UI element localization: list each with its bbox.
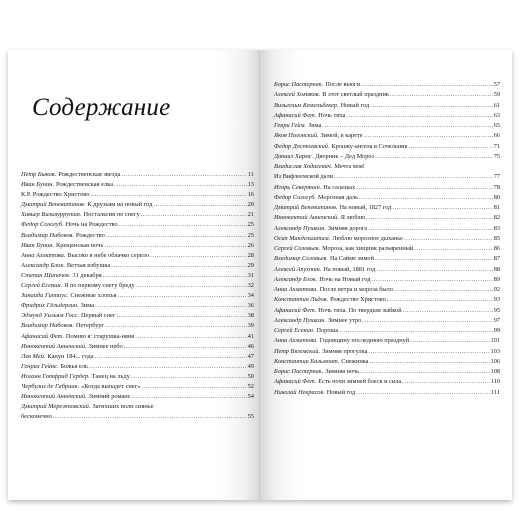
toc-author: Владимир Набоков. bbox=[21, 322, 74, 330]
toc-author: Хавьер Вильяуррутия. bbox=[21, 211, 82, 219]
toc-page-number: 25 bbox=[247, 221, 254, 229]
toc-page-number: 65 bbox=[493, 122, 500, 129]
toc-entry bbox=[21, 220, 254, 230]
toc-page-number: 49 bbox=[247, 362, 254, 370]
toc-dot-leader bbox=[322, 121, 492, 131]
toc-author: Даниил Хармс. bbox=[274, 152, 314, 160]
toc-page-number: 110 bbox=[490, 378, 500, 386]
toc-work-title: Зимняя ночь bbox=[325, 368, 359, 375]
toc-author: Вильгельм Кюхельбекер. bbox=[274, 101, 339, 109]
toc-dot-leader bbox=[121, 170, 247, 180]
toc-dot-leader bbox=[117, 291, 246, 301]
toc-author: Александр Блок. bbox=[21, 261, 65, 269]
toc-author: Яков Полонский. bbox=[274, 132, 319, 140]
toc-work-title: Рождественская елка bbox=[55, 181, 114, 189]
toc-work-title: Зимняя прогулка bbox=[322, 347, 368, 355]
toc-work-title: Танец на льду bbox=[91, 372, 130, 380]
toc-page-number: 101 bbox=[490, 337, 500, 345]
toc-page-number: 86 bbox=[493, 245, 500, 252]
toc-page-number: 78 bbox=[493, 183, 500, 191]
toc-dot-leader bbox=[370, 101, 493, 111]
toc-entry bbox=[21, 231, 254, 241]
toc-work-title: Рождество Христово bbox=[330, 296, 386, 304]
toc-entry bbox=[21, 372, 254, 382]
toc-work-title: Затихших волн сиянье bbox=[92, 403, 154, 411]
toc-dot-leader bbox=[392, 203, 492, 213]
toc-entry bbox=[274, 347, 500, 357]
toc-dot-leader bbox=[131, 372, 247, 382]
toc-dot-leader bbox=[356, 388, 490, 398]
toc-page-number: 80 bbox=[493, 193, 500, 201]
toc-work-title: Мечта моя! bbox=[334, 163, 365, 170]
toc-author: Александр Пушкин. bbox=[274, 316, 326, 324]
toc-work-title: Новый год bbox=[340, 101, 370, 109]
toc-author: Чербулиз де Габриак. bbox=[21, 382, 80, 390]
toc-entry bbox=[274, 275, 500, 285]
toc-page-number: 89 bbox=[493, 275, 500, 283]
toc-page-number: 54 bbox=[247, 393, 254, 401]
toc-work-title: Зимняя дорога bbox=[327, 224, 368, 232]
toc-entry bbox=[21, 251, 254, 261]
toc-page-number: 41 bbox=[247, 332, 254, 340]
toc-work-title: На новый, 1827 год bbox=[339, 204, 392, 211]
toc-author: Афанасий Фет. bbox=[274, 306, 317, 314]
toc-work-title: Из Вифлеемской дали bbox=[274, 173, 334, 181]
toc-dot-leader bbox=[404, 234, 493, 244]
toc-dot-leader bbox=[114, 180, 247, 190]
toc-dot-leader bbox=[414, 244, 492, 254]
toc-page-number: 87 bbox=[493, 255, 500, 263]
toc-page-number: 39 bbox=[247, 322, 254, 330]
toc-entry bbox=[21, 180, 254, 190]
toc-work-title: «Когда выпадет снег» bbox=[81, 382, 141, 390]
toc-work-title: Рождество bbox=[75, 231, 105, 239]
toc-author: Афанасий Фет. bbox=[21, 332, 64, 340]
toc-work-title: Снежинка bbox=[341, 357, 369, 365]
toc-entry bbox=[274, 388, 500, 398]
toc-page-number: 88 bbox=[493, 265, 500, 273]
toc-dot-leader bbox=[150, 251, 247, 261]
toc-author: Сергей Соловьев. bbox=[274, 245, 321, 252]
toc-work-title: Божья ель bbox=[60, 362, 88, 370]
toc-entry bbox=[21, 352, 254, 362]
toc-author: Владислав Ходасевич. bbox=[274, 163, 333, 170]
toc-author: Дмитрий Мережковский. bbox=[21, 403, 91, 411]
toc-entry bbox=[274, 101, 500, 111]
toc-entry bbox=[21, 281, 254, 291]
toc-work-title: В этот светлый праздник bbox=[322, 91, 389, 99]
toc-work-title: Ночь на Рождество bbox=[65, 221, 118, 229]
toc-dot-leader bbox=[153, 200, 246, 210]
toc-page-number: 47 bbox=[247, 352, 254, 360]
toc-entry bbox=[21, 291, 254, 301]
toc-dot-leader bbox=[132, 392, 247, 402]
toc-work-title: бесконечно bbox=[21, 413, 52, 421]
toc-page-number: 75 bbox=[493, 152, 500, 160]
toc-dot-leader bbox=[90, 190, 246, 200]
toc-dot-leader bbox=[359, 193, 493, 203]
toc-entry bbox=[274, 377, 500, 387]
toc-work-title: Мороза, как хищник разъяренный bbox=[322, 245, 414, 252]
toc-entry bbox=[274, 111, 500, 121]
toc-page-number: 36 bbox=[247, 302, 254, 310]
toc-work-title: Я люблю bbox=[340, 214, 366, 222]
toc-author: Иннокентий Анненский. bbox=[274, 214, 339, 222]
toc-page-number: 11 bbox=[247, 171, 254, 178]
toc-dot-leader bbox=[360, 367, 490, 377]
toc-dot-leader bbox=[105, 321, 246, 331]
toc-author: Иоганн Готфрид Гердер. bbox=[21, 372, 90, 380]
toc-page-number: 106 bbox=[490, 357, 500, 365]
toc-entry bbox=[274, 90, 500, 100]
toc-dot-leader bbox=[339, 326, 493, 336]
toc-work-title: Пороша bbox=[316, 327, 339, 334]
toc-dot-leader bbox=[362, 316, 492, 326]
toc-work-title: Зимнее небо bbox=[88, 342, 123, 350]
toc-page-number: 21 bbox=[247, 211, 254, 219]
toc-author: Анна Ахматова. bbox=[274, 286, 318, 293]
toc-page-number: 99 bbox=[493, 327, 500, 334]
toc-work-title: Ночь тиха bbox=[318, 111, 346, 119]
toc-work-title: Зимой, в карете bbox=[320, 132, 363, 140]
toc-entry bbox=[274, 152, 500, 162]
toc-entry bbox=[274, 336, 500, 346]
toc-dot-leader bbox=[103, 271, 247, 281]
toc-work-title: На Сайме зимой bbox=[329, 255, 374, 263]
toc-author: Сергей Есенин. bbox=[21, 282, 63, 290]
toc-page-number: 71 bbox=[493, 142, 500, 150]
toc-page-number: 34 bbox=[247, 292, 254, 300]
toc-author: Николай Некрасов. bbox=[274, 388, 325, 396]
toc-dot-leader bbox=[104, 241, 246, 251]
toc-entry bbox=[274, 131, 500, 141]
toc-work-title: Годовщину последнюю празднуй bbox=[319, 337, 410, 345]
toc-page-number: 29 bbox=[247, 261, 254, 269]
toc-page-number: 97 bbox=[493, 316, 500, 324]
toc-author: Фридрих Гёльдерлин. bbox=[21, 302, 79, 310]
toc-entry bbox=[21, 301, 254, 311]
toc-author: Александр Блок. bbox=[274, 275, 318, 283]
toc-work-title: После вьюги bbox=[325, 81, 360, 88]
toc-author: Борис Пастернак. bbox=[274, 368, 324, 375]
toc-work-title: Дворник – Дед Мороз bbox=[315, 152, 374, 160]
toc-author: Алексей Хомяков. bbox=[274, 91, 321, 99]
toc-author: Владимир Набоков. bbox=[21, 231, 74, 239]
toc-entry bbox=[21, 210, 254, 220]
toc-work-title: Канун 184... года bbox=[47, 352, 94, 360]
toc-author: Константин Бальмонт. bbox=[274, 357, 340, 365]
toc-author: Сергей Есенин. bbox=[274, 327, 315, 334]
toc-work-title: После ветра и мороза было bbox=[319, 286, 393, 293]
open-book bbox=[8, 50, 512, 500]
toc-entry bbox=[21, 261, 254, 271]
toc-entry bbox=[21, 271, 254, 281]
toc-page-number: 16 bbox=[247, 191, 254, 199]
toc-work-title: Зима bbox=[80, 302, 95, 310]
toc-work-title: Первый снег bbox=[80, 312, 116, 320]
toc-page-number: 20 bbox=[247, 201, 254, 209]
toc-entry bbox=[274, 142, 500, 152]
toc-work-title: Зимнее утро bbox=[327, 316, 362, 324]
toc-author: Борис Пастернак. bbox=[274, 81, 324, 88]
toc-entry bbox=[21, 342, 254, 352]
toc-page-number: 108 bbox=[490, 368, 500, 375]
toc-dot-leader bbox=[334, 172, 493, 182]
toc-page-number: 26 bbox=[247, 241, 254, 249]
toc-page-number: 83 bbox=[493, 224, 500, 232]
toc-author: Иван Бунин. bbox=[21, 241, 54, 249]
toc-page-number: 32 bbox=[247, 282, 254, 290]
toc-dot-leader bbox=[366, 213, 492, 223]
toc-author: Алексей Апухтин. bbox=[274, 265, 322, 273]
toc-author: Степан Щипачев. bbox=[21, 271, 71, 279]
toc-dot-leader bbox=[361, 80, 493, 90]
toc-dot-leader bbox=[89, 362, 247, 372]
toc-work-title: Ночь тиха. По твердым зыбкой bbox=[318, 306, 402, 314]
toc-dot-leader bbox=[376, 265, 492, 275]
toc-work-title: Помню я: старушка-няня bbox=[65, 332, 135, 340]
toc-dot-leader bbox=[375, 254, 493, 264]
toc-entry bbox=[274, 295, 500, 305]
toc-page-number: 61 bbox=[493, 101, 500, 109]
toc-dot-leader bbox=[117, 311, 247, 321]
toc-page-number: 57 bbox=[493, 81, 500, 88]
toc-dot-leader bbox=[141, 382, 246, 392]
toc-page-number: 66 bbox=[493, 132, 500, 140]
toc-entry bbox=[274, 203, 500, 213]
toc-title: Содержание bbox=[32, 94, 171, 121]
toc-author: Игорь Северянин. bbox=[274, 183, 322, 191]
toc-list-right bbox=[274, 80, 500, 398]
toc-page-number: 59 bbox=[493, 91, 500, 99]
toc-author: Петр Вяземский. bbox=[274, 347, 321, 355]
toc-entry bbox=[274, 357, 500, 367]
toc-dot-leader bbox=[346, 111, 492, 121]
toc-author: Федор Сологуб. bbox=[274, 193, 316, 201]
toc-work-title: Зимний романс bbox=[88, 393, 131, 401]
toc-dot-leader bbox=[356, 183, 492, 193]
toc-work-title: Ностальгия по снегу bbox=[83, 211, 140, 219]
toc-dot-leader bbox=[111, 261, 246, 271]
toc-dot-leader bbox=[364, 131, 493, 141]
toc-page-number: 55 bbox=[247, 413, 254, 421]
toc-work-title: Новый год bbox=[326, 388, 356, 396]
toc-author: Иван Бунин. bbox=[21, 181, 54, 189]
toc-page-number: 63 bbox=[493, 111, 500, 119]
toc-page-number: 85 bbox=[493, 234, 500, 242]
toc-dot-leader bbox=[119, 220, 247, 230]
toc-page-number: 13 bbox=[247, 181, 254, 189]
toc-page-number: 103 bbox=[490, 347, 500, 355]
toc-page-number: 111 bbox=[491, 388, 500, 396]
toc-entry bbox=[21, 382, 254, 392]
toc-dot-leader bbox=[141, 210, 247, 220]
toc-work-title: Высоко в небе облачко серело bbox=[67, 251, 150, 259]
toc-author: Федор Сологуб. bbox=[21, 221, 64, 229]
toc-dot-leader bbox=[402, 377, 490, 387]
toc-author: Эдмунд Уильям Госс. bbox=[21, 312, 79, 320]
toc-entry bbox=[21, 200, 254, 210]
toc-author: Лев Мей. bbox=[21, 352, 46, 360]
right-page bbox=[260, 50, 512, 500]
toc-dot-leader bbox=[368, 224, 492, 234]
toc-author: Федор Достоевский. bbox=[274, 142, 330, 150]
toc-entry bbox=[21, 241, 254, 251]
toc-page-number: 38 bbox=[247, 312, 254, 320]
toc-entry bbox=[274, 265, 500, 275]
toc-author: Иннокентий Анненский. bbox=[21, 342, 87, 350]
toc-dot-leader bbox=[53, 412, 247, 422]
toc-work-title: Я по первому снегу бреду bbox=[64, 282, 135, 290]
toc-author: Владимир Соловьев. bbox=[274, 255, 328, 263]
toc-entry bbox=[21, 190, 254, 200]
left-page bbox=[8, 50, 260, 500]
toc-page-number: 50 bbox=[247, 372, 254, 380]
toc-dot-leader bbox=[135, 332, 246, 342]
toc-entry bbox=[274, 306, 500, 316]
toc-page-number: 31 bbox=[247, 271, 254, 279]
toc-author: Генрих Гейне. bbox=[21, 362, 59, 370]
toc-dot-leader bbox=[375, 152, 493, 162]
toc-dot-leader bbox=[372, 275, 493, 285]
toc-author: Афанасий Фет. bbox=[274, 111, 317, 119]
toc-entry bbox=[274, 213, 500, 223]
toc-work-title: Ночь на Новый год bbox=[319, 275, 371, 283]
toc-work-title: К.Р. Рождество Христово bbox=[21, 191, 90, 199]
toc-entry bbox=[274, 316, 500, 326]
toc-dot-leader bbox=[95, 352, 247, 362]
toc-work-title: Снежные хлопья bbox=[70, 292, 117, 300]
toc-work-title: Петербург bbox=[75, 322, 105, 330]
toc-dot-leader bbox=[390, 90, 493, 100]
toc-page-number: 77 bbox=[493, 173, 500, 181]
toc-page-number: 82 bbox=[493, 214, 500, 222]
toc-page-number: 52 bbox=[247, 382, 254, 390]
toc-author: Осип Мандельштам. bbox=[274, 234, 331, 242]
toc-work-title: Морозная даль bbox=[317, 193, 359, 201]
toc-author: Анна Ахматова. bbox=[21, 251, 66, 259]
toc-dot-leader bbox=[368, 347, 489, 357]
toc-author: Афанасий Фет. bbox=[274, 378, 317, 386]
toc-author: Иннокентий Анненский. bbox=[21, 393, 87, 401]
toc-dot-leader bbox=[403, 306, 493, 316]
toc-author: Константин Льдов. bbox=[274, 296, 329, 304]
toc-author: Анна Ахматова. bbox=[274, 337, 318, 345]
toc-dot-leader bbox=[387, 295, 493, 305]
toc-entry bbox=[274, 80, 500, 90]
toc-dot-leader bbox=[106, 231, 247, 241]
toc-work-title: Крещенская ночь bbox=[55, 241, 104, 249]
toc-work-title: Рождественская звезда bbox=[58, 171, 121, 178]
toc-page-number: 81 bbox=[493, 204, 500, 211]
toc-entry bbox=[21, 392, 254, 402]
toc-entry bbox=[274, 285, 500, 295]
toc-page-number: 25 bbox=[247, 231, 254, 239]
toc-author: Дмитрий Веневитинов. bbox=[274, 204, 338, 211]
toc-page-number: 92 bbox=[493, 286, 500, 293]
toc-entry bbox=[21, 170, 254, 180]
toc-entry bbox=[21, 321, 254, 331]
toc-author: Петр Быков. bbox=[21, 171, 57, 178]
toc-page-number: 95 bbox=[493, 306, 500, 314]
toc-dot-leader bbox=[410, 336, 489, 346]
toc-entry bbox=[274, 326, 500, 336]
toc-entry bbox=[274, 234, 500, 244]
toc-work-title: Есть ночи зимней блеск и сила bbox=[318, 378, 402, 386]
toc-entry bbox=[274, 162, 500, 172]
toc-entry bbox=[274, 193, 500, 203]
toc-entry bbox=[21, 332, 254, 342]
toc-work-title: Зима bbox=[308, 122, 322, 129]
toc-dot-leader bbox=[409, 142, 493, 152]
toc-author: Генри Гейм. bbox=[274, 122, 307, 129]
toc-dot-leader bbox=[136, 281, 247, 291]
toc-author: Дмитрий Веневитинов. bbox=[21, 201, 86, 209]
toc-work-title: Ветхая избушка bbox=[66, 261, 111, 269]
toc-work-title: Люблю морозное дыханье bbox=[332, 234, 403, 242]
toc-entry bbox=[274, 172, 500, 182]
toc-dot-leader bbox=[95, 301, 247, 311]
toc-page-number: 28 bbox=[247, 251, 254, 259]
toc-work-title: На новый, 1881 год bbox=[323, 265, 376, 273]
toc-entry bbox=[274, 367, 500, 377]
toc-author: Зинаида Гиппиус. bbox=[21, 292, 69, 300]
toc-work-title: Крошку-ангела в Сочельник bbox=[331, 142, 408, 150]
toc-entry bbox=[274, 183, 500, 193]
toc-entry bbox=[21, 402, 254, 412]
toc-dot-leader bbox=[369, 357, 489, 367]
toc-work-title: На салазках bbox=[323, 183, 356, 191]
toc-list-left bbox=[21, 170, 254, 422]
toc-author: Александр Пушкин. bbox=[274, 224, 326, 232]
toc-entry bbox=[274, 224, 500, 234]
toc-page-number: 93 bbox=[493, 296, 500, 304]
toc-entry bbox=[21, 362, 254, 372]
toc-entry bbox=[21, 311, 254, 321]
toc-entry bbox=[274, 121, 500, 131]
toc-dot-leader bbox=[124, 342, 247, 352]
toc-entry bbox=[274, 254, 500, 264]
toc-work-title: К друзьям на новый год bbox=[87, 201, 153, 209]
toc-page-number: 46 bbox=[247, 342, 254, 350]
toc-dot-leader bbox=[394, 285, 493, 295]
toc-entry bbox=[21, 412, 254, 422]
toc-work-title: 31 декабря bbox=[72, 271, 102, 279]
toc-entry bbox=[274, 244, 500, 254]
